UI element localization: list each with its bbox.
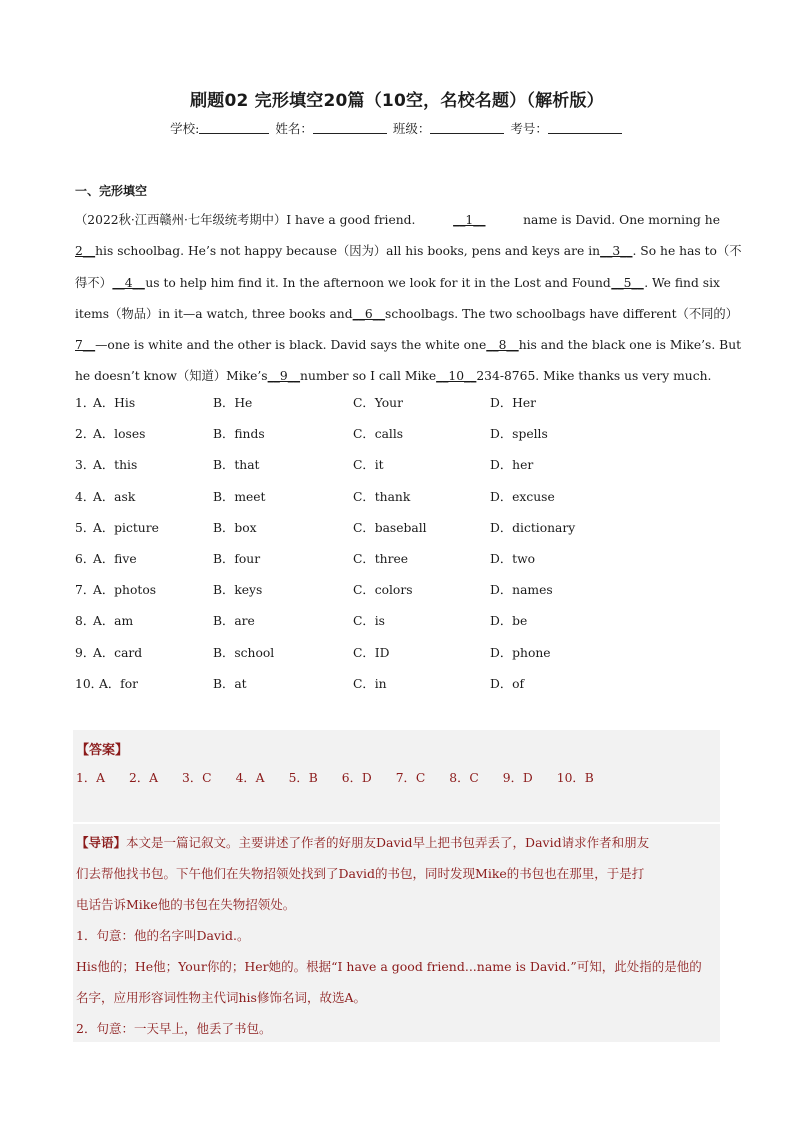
cloze-passage [75,205,742,393]
option-c[interactable]: C．ID [353,645,390,660]
option-a[interactable]: A．His [93,396,136,410]
passage-text: . We find six [644,275,720,290]
guide-line-text: 1．句意：他的名字叫David.。 [76,928,250,943]
guide-line [76,951,720,982]
question-row [75,669,720,700]
passage-text: . So he has to（不 [632,244,742,259]
passage-text: he doesn’t know（知道）Mike’s [75,369,268,384]
option-a[interactable]: A．card [93,645,143,660]
guide-line [76,889,720,920]
passage-text: his schoolbag. He’s not happy because（因为）all his books, pens and keys are in [95,244,601,259]
passage-text: （2022秋·江西赣州·七年级统考期中）I have a good friend. [75,213,416,227]
option-a[interactable]: A．am [93,614,134,629]
option-d[interactable]: D．of [490,676,525,691]
passage-text: schoolbags. The two schoolbags have different（不同的） [385,306,739,321]
blank-number: __8__ [486,338,519,353]
passage-text: name is David. One morning he [523,213,720,227]
option-b[interactable]: B．finds [213,427,265,442]
option-a[interactable]: A．loses [93,427,146,442]
passage-text: items（物品）in it—a watch, three books and [75,306,353,321]
question-number: 9． [75,645,96,660]
name-blank[interactable] [313,121,387,134]
option-c[interactable]: C．thank [353,489,411,504]
passage-text: —one is white and the other is black. David says the white one [95,338,487,353]
question-number: 10． [75,676,103,691]
question-row [75,513,720,544]
guide-line [76,1013,720,1044]
answer-label: 【答案】 [76,743,129,758]
question-number: 5． [75,520,96,535]
answer-item: 10．B [556,771,594,785]
option-a[interactable]: A．ask [93,489,136,504]
question-number: 4． [75,489,96,504]
question-number: 2． [75,427,96,442]
option-a[interactable]: A．for [99,676,139,691]
answer-item: 8．C [449,771,479,785]
passage-text: his and the black one is Mike’s. But [518,338,742,353]
option-d[interactable]: D．excuse [490,489,555,504]
answer-item: 3．C [182,771,212,785]
passage-text: us to help him find it. In the afternoon we look for it in the Lost and Found [145,275,611,290]
option-d[interactable]: D．Her [490,396,537,410]
blank-number: __4__ [112,275,145,290]
option-d[interactable]: D．be [490,614,528,629]
answer-row [76,768,618,786]
option-b[interactable]: B．four [213,551,261,566]
passage-line [75,205,720,236]
passage-line [75,236,742,267]
guide-line-text: 本文是一篇记叙文。主要讲述了作者的好朋友David早上把书包弄丢了，David请求作者和朋友 [126,835,650,850]
answer-item: 2．A [129,771,159,785]
answer-item: 6．D [341,771,372,785]
question-row [75,575,720,606]
question-number: 6． [75,551,96,566]
passage-text: number so I call Mike [300,369,437,384]
option-c[interactable]: C．colors [353,583,413,598]
guide-line [76,920,720,951]
guide-text [76,827,720,1044]
question-row [75,606,720,637]
question-number: 7． [75,583,96,598]
answer-item: 4．A [235,771,265,785]
question-row [75,544,720,575]
guide-line [76,982,720,1013]
name-label: 姓名： [275,121,313,136]
option-b[interactable]: B．that [213,458,260,473]
option-d[interactable]: D．her [490,458,534,473]
guide-line-text: 名字，应用形容词性物主代词his修饰名词，故选A。 [76,990,366,1005]
question-row [75,388,720,419]
passage-line [75,268,720,299]
option-c[interactable]: C．calls [353,427,404,442]
passage-text: 得不） [75,275,112,290]
option-b[interactable]: B．are [213,614,255,629]
option-d[interactable]: D．two [490,551,536,566]
option-c[interactable]: C．baseball [353,520,427,535]
passage-line [75,330,742,361]
page-title: 刷题02 完形填空20篇（10空，名校名题）（解析版） [190,91,604,111]
school-blank[interactable] [199,121,269,134]
blank-number: __10__ [436,369,477,384]
option-d[interactable]: D．phone [490,645,551,660]
guide-line [76,858,720,889]
option-b[interactable]: B．at [213,676,247,691]
school-label: 学校: [170,121,200,136]
option-a[interactable]: A．five [93,551,137,566]
option-d[interactable]: D．names [490,583,553,598]
exam-no-label: 考号： [510,121,548,136]
blank-number: 7__ [75,338,96,353]
option-b[interactable]: B．meet [213,489,266,504]
option-a[interactable]: A．picture [93,520,159,535]
guide-line-text: His他的；He他；Your你的；Her她的。根据“I have a good friend...name is David.”可知，此处指的是他的 [76,959,702,974]
question-row [75,450,720,481]
class-label: 班级： [392,121,431,136]
question-row [75,419,720,450]
question-number: 1． [75,396,96,410]
question-row [75,482,720,513]
guide-line-text: 电话告诉Mike他的书包在失物招领处。 [76,897,296,912]
option-b[interactable]: B．school [213,645,275,660]
passage-line [75,299,739,330]
blank-number: __3__ [600,244,633,259]
answer-item: 1．A [76,771,106,785]
guide-line-text: 们去帮他找书包。下午他们在失物招领处找到了David的书包，同时发现Mike的书包也在那里，于是打 [76,866,645,881]
answer-item: 5．B [288,771,318,785]
guide-line-text: 2．句意：一天早上，他丢了书包。 [76,1021,272,1036]
option-c[interactable]: C．it [353,458,384,473]
options-list [75,388,720,700]
exam-no-blank[interactable] [548,121,622,134]
option-c[interactable]: C．Your [353,396,403,410]
question-row [75,638,720,669]
blank-number: __1__ [453,213,486,227]
class-blank[interactable] [430,121,504,134]
blank-number: 2__ [75,244,96,259]
question-number: 8． [75,614,96,629]
option-d[interactable]: D．spells [490,427,548,442]
option-b[interactable]: B．He [213,396,253,410]
student-info-line [0,119,794,137]
answer-item: 9．D [502,771,533,785]
option-c[interactable]: C．is [353,614,385,629]
guide-line [76,827,720,858]
answer-item: 7．C [395,771,426,785]
guide-tag: 【导语】 [76,835,127,850]
passage-text: 234-8765. Mike thanks us very much. [476,369,712,384]
option-c[interactable]: C．in [353,676,387,691]
option-d[interactable]: D．dictionary [490,520,576,535]
option-b[interactable]: B．box [213,520,257,535]
blank-number: __9__ [267,369,301,384]
option-c[interactable]: C．three [353,551,408,566]
option-b[interactable]: B．keys [213,583,263,598]
blank-number: __6__ [352,306,386,321]
blank-number: __5__ [611,275,644,290]
option-a[interactable]: A．photos [93,583,157,598]
option-a[interactable]: A．this [93,458,138,473]
question-number: 3． [75,458,96,473]
section-heading: 一、完形填空 [75,184,148,198]
